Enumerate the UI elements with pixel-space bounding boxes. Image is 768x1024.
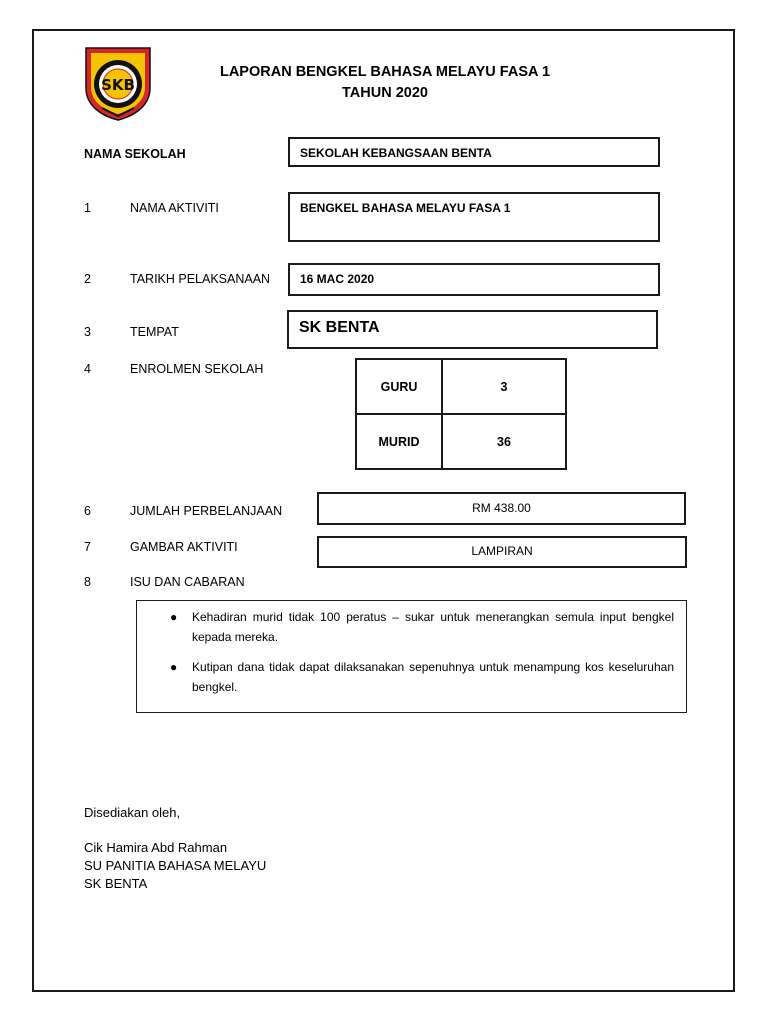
prepared-by: Disediakan oleh, <box>84 805 181 820</box>
bullet-icon: ● <box>170 610 178 624</box>
school-value: SEKOLAH KEBANGSAAN BENTA <box>300 146 492 160</box>
school-box <box>288 137 660 167</box>
issues-label: ISU DAN CABARAN <box>130 575 245 589</box>
item-number: 2 <box>84 272 91 286</box>
table-row <box>356 414 566 469</box>
table-row <box>356 359 566 414</box>
list-item <box>170 607 674 647</box>
enrolment-murid-value: 36 <box>442 414 566 469</box>
issues-box <box>136 600 687 713</box>
list-item <box>170 657 674 697</box>
item-number: 8 <box>84 575 91 589</box>
school-crest-icon <box>82 44 154 122</box>
item-number: 6 <box>84 504 91 518</box>
item-number: 3 <box>84 325 91 339</box>
enrolment-guru-label: GURU <box>356 359 442 414</box>
enrolment-label: ENROLMEN SEKOLAH <box>130 362 264 376</box>
activity-box <box>288 192 660 242</box>
report-title-line1: LAPORAN BENGKEL BAHASA MELAYU FASA 1 <box>219 64 551 80</box>
school-label: NAMA SEKOLAH <box>84 147 186 161</box>
photos-box <box>317 536 687 568</box>
item-number: 1 <box>84 201 91 215</box>
report-title-line2: TAHUN 2020 <box>342 85 428 101</box>
item-number: 4 <box>84 362 91 376</box>
bullet-icon: ● <box>170 660 178 674</box>
enrolment-guru-value: 3 <box>442 359 566 414</box>
date-box <box>288 263 660 296</box>
photos-label: GAMBAR AKTIVITI <box>130 540 238 554</box>
logo-text: SKB <box>101 76 135 94</box>
expense-value: RM 438.00 <box>472 501 531 515</box>
venue-value: SK BENTA <box>299 319 380 336</box>
preparer-position: SU PANITIA BAHASA MELAYU <box>84 858 267 873</box>
item-number: 7 <box>84 540 91 554</box>
preparer-name: Cik Hamira Abd Rahman <box>84 840 228 855</box>
preparer-school: SK BENTA <box>84 876 148 891</box>
expense-box <box>317 492 686 525</box>
expense-label: JUMLAH PERBELANJAAN <box>130 504 283 518</box>
venue-label: TEMPAT <box>130 325 179 339</box>
enrolment-table <box>355 358 567 470</box>
issue-text: Kutipan dana tidak dapat dilaksanakan sepenuhnya untuk menampung kos keseluruhan bengkel. <box>192 660 674 694</box>
photos-value: LAMPIRAN <box>471 544 533 558</box>
date-label: TARIKH PELAKSANAAN <box>130 272 271 286</box>
enrolment-murid-label: MURID <box>356 414 442 469</box>
activity-label: NAMA AKTIVITI <box>130 201 219 215</box>
school-logo <box>82 44 154 122</box>
venue-box <box>287 310 658 349</box>
activity-value: BENGKEL BAHASA MELAYU FASA 1 <box>300 201 511 215</box>
issue-text: Kehadiran murid tidak 100 peratus – sukar untuk menerangkan semula input bengkel kepada mereka. <box>192 610 674 644</box>
date-value: 16 MAC 2020 <box>300 272 375 286</box>
